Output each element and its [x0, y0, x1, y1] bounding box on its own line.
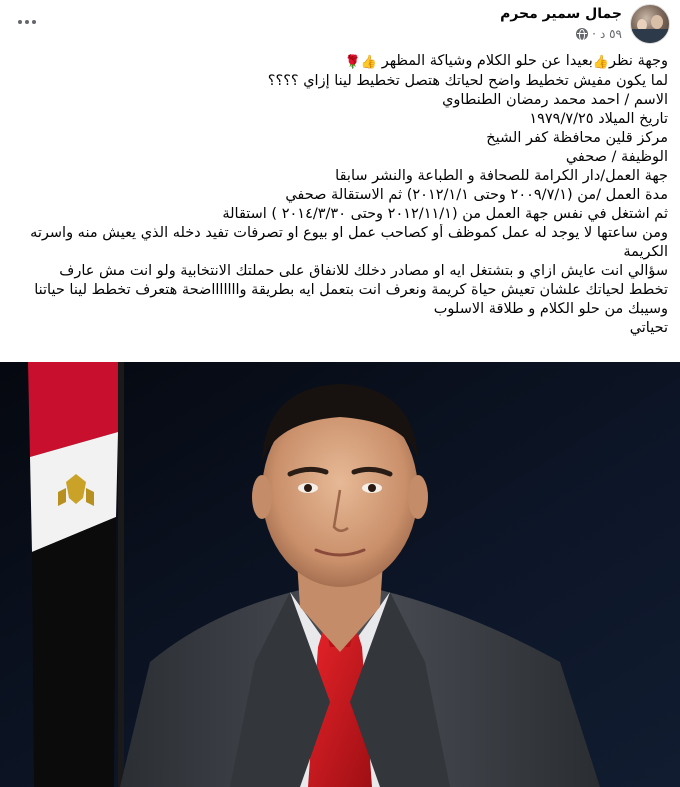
post-line: لما يكون مفيش تخطيط واضح لحياتك هتصل تخطيط لينا إزاي ؟؟؟؟	[267, 73, 668, 89]
post-line: مركز قلين محافظة كفر الشيخ	[486, 130, 668, 146]
post-line: تاريخ الميلاد ١٩٧٩/٧/٢٥	[529, 111, 668, 127]
post-line: ثم اشتغل في نفس جهة العمل من (٢٠١٢/١١/١ وحتى ٢٠١٤/٣/٣٠ ) استقالة	[222, 206, 668, 222]
post-meta	[576, 27, 622, 41]
post-line: مدة العمل /من (٢٠٠٩/٧/١ وحتى ٢٠١٢/١/١) ثم الاستقالة صحفي	[285, 187, 668, 203]
thumbs-up-icon: 👍	[592, 55, 610, 70]
author-avatar[interactable]	[630, 4, 670, 44]
post-line: الوظيفة / صحفي	[565, 149, 668, 165]
post-line: تخطط لحياتك علشان تعيش حياة كريمة ونعرف انت بتعمل ايه بطريقة واااااااضحة هتعرف تخطط لينا حياتنا	[34, 282, 668, 298]
post-line: الكريمة	[623, 244, 668, 260]
post-line: سؤالي انت عايش ازاي و بتشتغل ايه او مصادر دخلك للانفاق على حملتك الانتخابية ولو انت مش عارف	[59, 263, 668, 279]
post-line: وسيبك من حلو الكلام و طلاقة الاسلوب	[433, 301, 668, 317]
post-photo[interactable]	[0, 362, 680, 787]
post-line: الاسم / احمد محمد رمضان الطنطاوي	[442, 92, 668, 108]
post-time[interactable]: ٥٩ د	[599, 27, 622, 41]
meta-separator: ·	[592, 27, 596, 41]
flag-icon	[28, 362, 124, 787]
thumbs-up-rose-icon: 👍🌹	[344, 55, 378, 70]
post-line: ومن ساعتها لا يوجد له عمل كموظف أو كصاحب عمل او بيوع او تصرفات تفيد دخله الذي يعيش منه واسرته	[30, 225, 668, 241]
more-options-icon[interactable]	[12, 10, 42, 34]
post-body	[12, 52, 668, 338]
post-line: جهة العمل/دار الكرامة للصحافة و الطباعة والنشر سابقا	[335, 168, 668, 184]
globe-icon	[576, 28, 588, 40]
post-header	[0, 0, 680, 52]
author-name[interactable]: جمال سمير محرم	[500, 6, 622, 22]
post-line: تحياتي	[629, 320, 668, 336]
portrait-illustration	[0, 362, 680, 787]
post-line: وجهة نظر👍بعيدا عن حلو الكلام وشياكة المظهر 👍🌹	[344, 53, 668, 70]
